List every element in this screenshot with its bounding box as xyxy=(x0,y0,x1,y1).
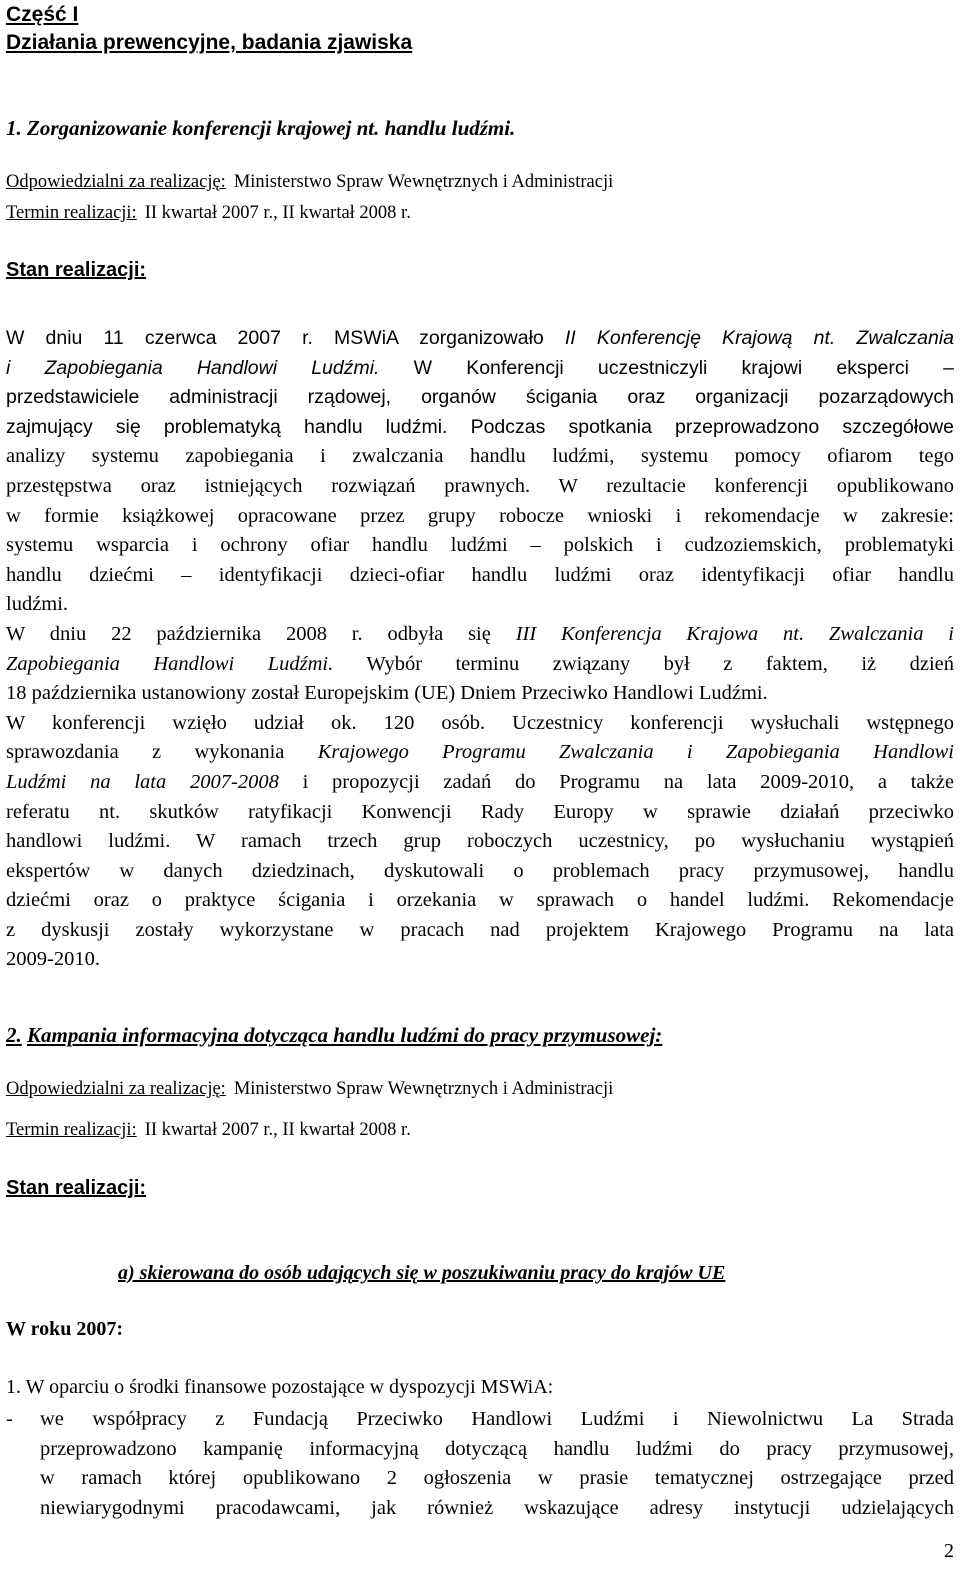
bullet-text xyxy=(40,1405,954,1523)
section1-term xyxy=(6,203,411,224)
body-line: dziećmi oraz o praktyce ścigania i orzekania w sprawach o handel ludźmi. Rekomendacje xyxy=(6,889,954,912)
list-item-1: 1. W oparciu o środki finansowe pozostające w dyspozycji MSWiA: xyxy=(6,1376,554,1398)
term-label: Termin realizacji: xyxy=(6,1120,137,1140)
page-number: 2 xyxy=(944,1540,954,1562)
part-title xyxy=(6,28,412,58)
responsible-value: Ministerstwo Spraw Wewnętrznych i Administracji xyxy=(233,1079,614,1099)
body-line: handlowi ludźmi. W ramach trzech grup roboczych uczestnicy, po wysłuchaniu wystąpień xyxy=(6,830,954,853)
responsible-label: Odpowiedzialni za realizację: xyxy=(6,172,226,192)
section1-body xyxy=(6,324,954,975)
responsible-value: Ministerstwo Spraw Wewnętrznych i Administracji xyxy=(233,172,614,192)
bullet-dash: - xyxy=(6,1408,13,1430)
body-line: Zapobiegania Handlowi Ludźmi. Wybór terminu związany był z faktem, iż dzień xyxy=(6,652,954,675)
section1-status-label: Stan realizacji: xyxy=(6,259,147,281)
body-line: analizy systemu zapobiegania i zwalczania handlu ludźmi, systemu pomocy ofiarom tego xyxy=(6,445,954,468)
body-line: zajmujący się problematyką handlu ludźmi. Podczas spotkania przeprowadzono szczegółowe xyxy=(6,415,954,438)
body-line: W dniu 22 października 2008 r. odbyła się III Konferencja Krajowa nt. Zwalczania i xyxy=(6,622,954,645)
section2-term xyxy=(6,1120,411,1141)
body-line: sprawozdania z wykonania Krajowego Programu Zwalczania i Zapobiegania Handlowi xyxy=(6,741,955,764)
body-line: ludźmi. xyxy=(6,593,69,616)
section2-status-label: Stan realizacji: xyxy=(6,1177,147,1199)
body-line: handlu dziećmi – identyfikacji dzieci-ofiar handlu ludźmi oraz identyfikacji ofiar handlu xyxy=(6,563,954,586)
body-line: przedstawiciele administracji rządowej, organów ścigania oraz organizacji pozarządowych xyxy=(6,386,954,409)
term-value: II kwartał 2007 r., II kwartał 2008 r. xyxy=(144,203,411,223)
year-label: W roku 2007: xyxy=(6,1318,124,1340)
section2-num: 2. xyxy=(6,1023,22,1047)
bullet-line: w ramach której opublikowano 2 ogłoszenia w prasie tematycznej ostrzegające przed xyxy=(40,1467,954,1490)
bullet-item xyxy=(6,1405,954,1523)
part-title-text: Działania prewencyjne, badania zjawiska xyxy=(6,31,413,54)
bullet-line: niewiarygodnymi pracodawcami, jak również wskazujące adresy instytucji udzielających xyxy=(40,1496,954,1519)
section2-title-text: Kampania informacyjna dotycząca handlu ludźmi do pracy przymusowej: xyxy=(27,1023,663,1047)
body-line: przestępstwa oraz istniejących rozwiązań prawnych. W rezultacie konferencji opublikowano xyxy=(6,474,954,497)
body-line: z dyskusji zostały wykorzystane w pracach nad projektem Krajowego Programu na lata xyxy=(6,918,954,941)
body-line: ekspertów w danych dziedzinach, dyskutowali o problemach pracy przymusowej, handlu xyxy=(6,859,954,882)
body-line: w formie książkowej opracowane przez grupy robocze wnioski i rekomendacje w zakresie: xyxy=(6,504,954,527)
responsible-label: Odpowiedzialni za realizację: xyxy=(6,1079,226,1099)
body-line: referatu nt. skutków ratyfikacji Konwencji Rady Europy w sprawie działań przeciwko xyxy=(6,800,954,823)
term-label: Termin realizacji: xyxy=(6,203,137,223)
body-line: W konferencji wzięło udział ok. 120 osób. Uczestnicy konferencji wysłuchali wstępnego xyxy=(6,711,954,734)
body-line: Ludźmi na lata 2007-2008 i propozycji zadań do Programu na lata 2009-2010, a także xyxy=(6,770,954,793)
body-line: 18 października ustanowiony został Europejskim (UE) Dniem Przeciwko Handlowi Ludźmi. xyxy=(6,682,768,705)
bullet-line: przeprowadzono kampanię informacyjną dotyczącą handlu ludźmi do pracy przymusowej, xyxy=(40,1437,954,1460)
body-line: 2009-2010. xyxy=(6,948,100,971)
part-label-text: Część I xyxy=(6,3,79,26)
bullet-line: we współpracy z Fundacją Przeciwko Handlowi Ludźmi i Niewolnictwu La Strada xyxy=(40,1408,954,1430)
body-line: i Zapobiegania Handlowi Ludźmi. W Konferencji uczestniczyli krajowi eksperci – xyxy=(6,356,954,379)
subsection-a-heading: a) skierowana do osób udających się w poszukiwaniu pracy do krajów UE xyxy=(118,1262,726,1284)
part-label xyxy=(6,0,78,30)
section1-responsible xyxy=(6,172,613,193)
section2-responsible xyxy=(6,1079,613,1100)
body-line: W dniu 11 czerwca 2007 r. MSWiA zorganizowało II Konferencję Krajową nt. Zwalczania xyxy=(6,327,954,349)
section2-title xyxy=(6,1023,662,1048)
section1-title: 1. Zorganizowanie konferencji krajowej nt. handlu ludźmi. xyxy=(6,116,516,140)
term-value: II kwartał 2007 r., II kwartał 2008 r. xyxy=(144,1120,411,1140)
body-line: systemu wsparcia i ochrony ofiar handlu ludźmi – polskich i cudzoziemskich, problematyki xyxy=(6,534,954,557)
